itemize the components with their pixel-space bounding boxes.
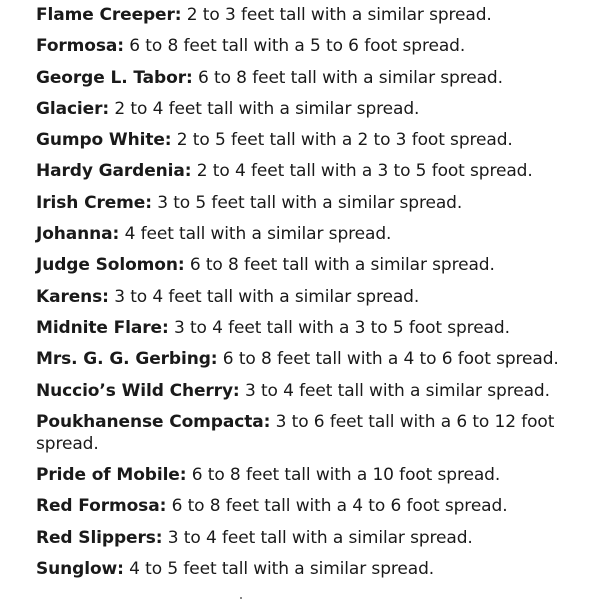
plant-name: Gumpo White: <box>36 130 172 151</box>
plant-size: 6 to 8 feet tall with a 5 to 6 foot spread. <box>123 36 466 57</box>
plant-size: 3 to 4 feet tall with a similar spread. <box>239 380 550 401</box>
list-item-hardy-gardenia <box>36 160 576 182</box>
plant-size: 2 to 4 feet tall with a 3 to 5 foot spread. <box>191 161 533 182</box>
cropped-next-line-fragment <box>36 594 576 600</box>
list-item-sunglow <box>36 558 576 580</box>
plant-name: Formosa: <box>36 36 124 57</box>
plant-name: Karens: <box>36 286 109 307</box>
list-item-midnite-flare <box>36 317 576 339</box>
plant-name: Poukhanense Compacta: <box>36 411 271 432</box>
list-item-red-formosa <box>36 495 576 517</box>
plant-name: George L. Tabor: <box>36 67 193 88</box>
list-item-formosa <box>36 35 576 57</box>
text-fragment-mark <box>240 597 242 599</box>
plant-name: Red Slippers: <box>36 527 163 548</box>
plant-size: 6 to 8 feet tall with a similar spread. <box>184 255 495 276</box>
plant-name: Flame Creeper: <box>36 5 182 25</box>
plant-name: Sunglow: <box>36 559 124 580</box>
plant-name: Glacier: <box>36 98 110 119</box>
list-item-gumpo-white <box>36 129 576 151</box>
plant-size: 4 to 5 feet tall with a similar spread. <box>123 559 435 580</box>
plant-name: Hardy Gardenia: <box>36 161 192 182</box>
plant-size: 2 to 4 feet tall with a similar spread. <box>109 98 420 119</box>
plant-name: Pride of Mobile: <box>36 465 187 486</box>
plant-name: Irish Creme: <box>36 192 152 213</box>
list-item-judge-solomon <box>36 254 576 276</box>
plant-size: 3 to 4 feet tall with a 3 to 5 foot spread. <box>168 317 510 338</box>
plant-size: 6 to 8 feet tall with a 10 foot spread. <box>186 465 501 486</box>
plant-size: 2 to 3 feet tall with a similar spread. <box>181 5 492 25</box>
plant-size: 3 to 6 feet tall with a 6 to 12 foot spread. <box>36 411 555 454</box>
plant-size: 6 to 8 feet tall with a 4 to 6 foot spread. <box>166 496 508 517</box>
list-item-pride-of-mobile <box>36 464 576 486</box>
plant-name: Judge Solomon: <box>36 255 185 276</box>
plant-size: 3 to 5 feet tall with a similar spread. <box>151 192 463 213</box>
list-item-george-l-tabor <box>36 67 576 89</box>
plant-size: 4 feet tall with a similar spread. <box>119 224 392 245</box>
list-item-nuccios-wild-cherry <box>36 380 576 402</box>
list-item-johanna <box>36 223 576 245</box>
plant-name: Johanna: <box>36 224 120 245</box>
plant-size: 3 to 4 feet tall with a similar spread. <box>108 286 420 307</box>
list-item-mrs-g-g-gerbing <box>36 348 576 370</box>
plant-name: Midnite Flare: <box>36 317 169 338</box>
list-item-glacier <box>36 98 576 120</box>
list-item-red-slippers <box>36 527 576 549</box>
plant-name: Mrs. G. G. Gerbing: <box>36 349 218 370</box>
list-item-irish-creme <box>36 192 576 214</box>
plant-size: 6 to 8 feet tall with a 4 to 6 foot spread. <box>217 349 559 370</box>
list-item-poukhanense-compacta <box>36 411 576 455</box>
plant-name: Red Formosa: <box>36 496 167 517</box>
plant-size-list <box>36 4 576 589</box>
plant-size: 2 to 5 feet tall with a 2 to 3 foot spread. <box>171 130 513 151</box>
plant-size: 3 to 4 feet tall with a similar spread. <box>162 527 473 548</box>
plant-name: Nuccio’s Wild Cherry: <box>36 380 240 401</box>
list-item-karens <box>36 286 576 308</box>
plant-size: 6 to 8 feet tall with a similar spread. <box>192 67 503 88</box>
list-item-flame-creeper <box>36 4 576 26</box>
